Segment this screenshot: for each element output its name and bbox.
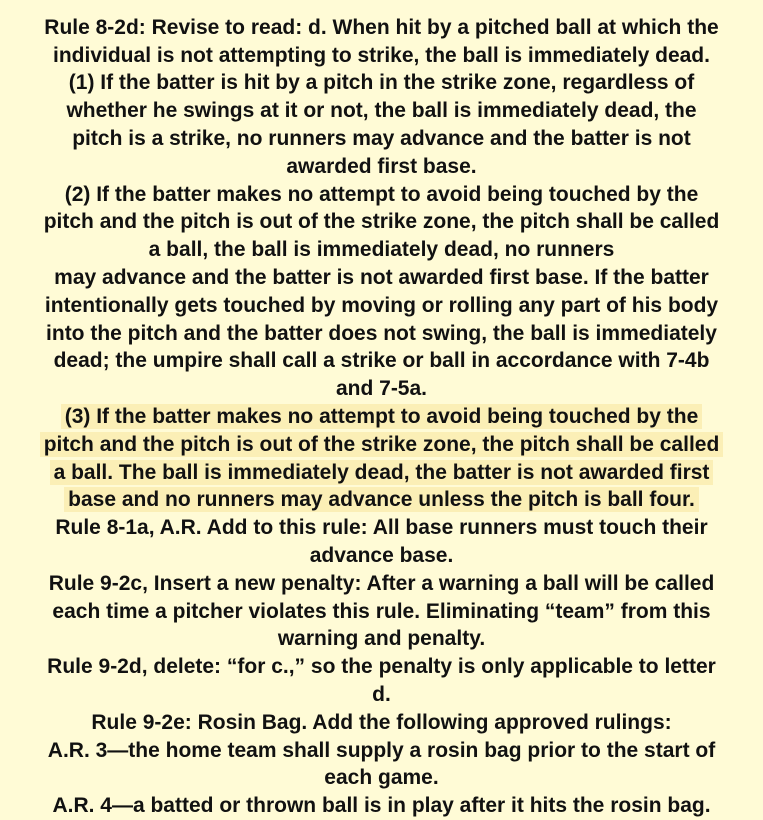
highlighted-line: (3) If the batter makes no attempt to avoid being touched by the <box>0 403 763 431</box>
text-line: intentionally gets touched by moving or rolling any part of his body <box>44 293 719 317</box>
text-line: each time a pitcher violates this rule. Eliminating “team” from this <box>52 599 711 623</box>
text-line: Rule 9-2d, delete: “for c.,” so the penalty is only applicable to letter <box>47 655 716 679</box>
highlighted-line: base and no runners may advance unless the pitch is ball four. <box>0 486 763 514</box>
text-line: d. <box>372 682 391 706</box>
text-line: warning and penalty. <box>277 627 486 651</box>
text-line: whether he swings at it or not, the ball is immediately dead, the <box>66 99 697 123</box>
text-line: may advance and the batter is not awarded first base. If the batter <box>54 265 709 289</box>
text-line: into the pitch and the batter does not swing, the ball is immediately <box>46 321 717 345</box>
text-line: each game. <box>324 766 439 790</box>
highlighted-line: a ball. The ball is immediately dead, the batter is not awarded first <box>0 459 763 487</box>
text-line: A.R. 3—the home team shall supply a rosin bag prior to the start of <box>47 738 716 762</box>
text-line: a ball, the ball is immediately dead, no runners <box>148 238 615 262</box>
text-line: dead; the umpire shall call a strike or ball in accordance with 7-4b <box>53 349 710 373</box>
text-line: individual is not attempting to strike, the ball is immediately dead. <box>53 43 710 67</box>
text-line: Rule 8-1a, A.R. Add to this rule: All base runners must touch their <box>55 516 708 540</box>
text-line: Rule 9-2e: Rosin Bag. Add the following approved rulings: <box>91 710 672 734</box>
partial-bottom-line: A.R. 4—a batted or thrown ball is in play after it hits the rosin bag. <box>52 794 711 818</box>
text-line: and 7-5a. <box>335 377 428 401</box>
text-line: Rule 8-2d: Revise to read: d. When hit by a pitched ball at which the <box>44 15 719 39</box>
highlighted-line: pitch and the pitch is out of the strike zone, the pitch shall be called <box>0 431 763 459</box>
text-line: (2) If the batter makes no attempt to avoid being touched by the <box>64 182 699 206</box>
text-line: Rule 9-2c, Insert a new penalty: After a warning a ball will be called <box>48 571 715 595</box>
text-line: awarded first base. <box>286 154 477 178</box>
text-line: pitch is a strike, no runners may advance and the batter is not <box>72 126 691 150</box>
text-line: (1) If the batter is hit by a pitch in the strike zone, regardless of <box>68 71 695 95</box>
text-line: pitch and the pitch is out of the strike zone, the pitch shall be called <box>43 210 720 234</box>
partial-top-line <box>0 0 763 14</box>
text-line: advance base. <box>309 543 454 567</box>
